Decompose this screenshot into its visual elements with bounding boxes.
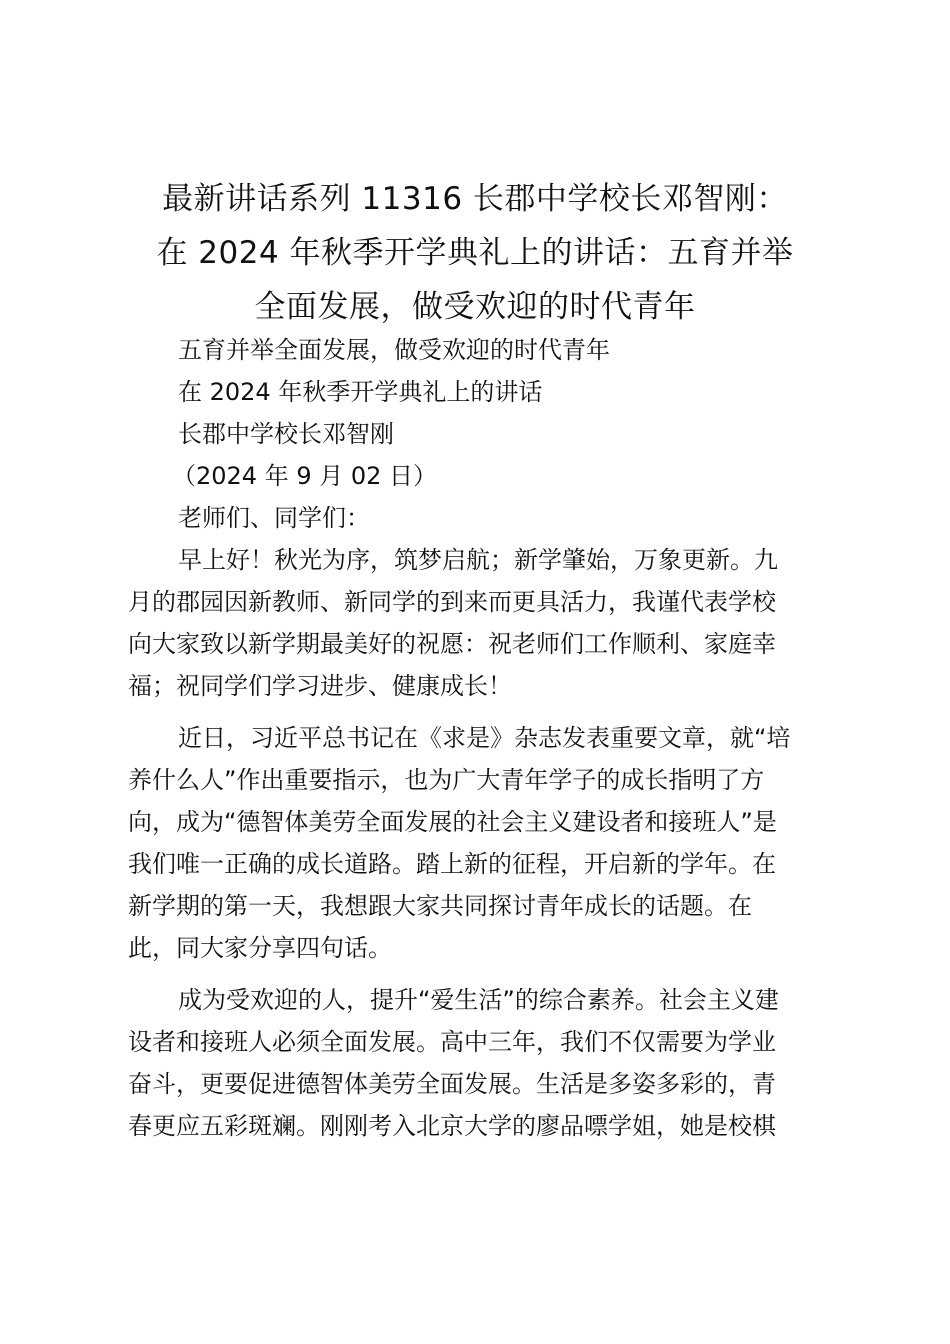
paragraph-line: 向，成为“德智体美劳全面发展的社会主义建设者和接班人”是	[128, 808, 777, 836]
paragraph-line: 新学期的第一天，我想跟大家共同探讨青年成长的话题。在	[128, 892, 752, 920]
speaker-name: 长郡中学校长邓智刚	[178, 420, 394, 448]
paragraph-line: 早上好！秋光为序，筑梦启航；新学肇始，万象更新。九	[178, 546, 778, 574]
speech-date: （2024 年 9 月 02 日）	[172, 462, 438, 490]
paragraph-line: 福；祝同学们学习进步、健康成长！	[128, 672, 512, 700]
paragraph-line: 设者和接班人必须全面发展。高中三年，我们不仅需要为学业	[128, 1028, 776, 1056]
paragraph-line: 我们唯一正确的成长道路。踏上新的征程，开启新的学年。在	[128, 850, 776, 878]
paragraph-line: 养什么人”作出重要指示，也为广大青年学子的成长指明了方	[128, 766, 765, 794]
speech-occasion: 在 2024 年秋季开学典礼上的讲话	[178, 378, 543, 406]
speech-subtitle: 五育并举全面发展，做受欢迎的时代青年	[178, 336, 610, 364]
title-line: 全面发展，做受欢迎的时代青年	[254, 289, 696, 325]
paragraph	[128, 979, 828, 1147]
paragraph-line: 月的郡园因新教师、新同学的到来而更具活力，我谨代表学校	[128, 588, 776, 616]
paragraph-line: 此，同大家分享四句话。	[128, 934, 392, 962]
salutation: 老师们、同学们：	[178, 504, 370, 532]
paragraph	[128, 539, 828, 707]
paragraph-line: 奋斗，更要促进德智体美劳全面发展。生活是多姿多彩的，青	[128, 1070, 776, 1098]
title-line: 最新讲话系列 11316 长郡中学校长邓智刚：	[162, 181, 788, 217]
title-line: 在 2024 年秋季开学典礼上的讲话：五育并举	[156, 235, 794, 271]
paragraph-line: 成为受欢迎的人，提升“爱生活”的综合素养。社会主义建	[178, 986, 779, 1014]
document-title	[110, 172, 840, 334]
paragraph	[128, 717, 828, 969]
paragraph-line: 近日，习近平总书记在《求是》杂志发表重要文章，就“培	[178, 724, 791, 752]
paragraph-line: 春更应五彩斑斓。刚刚考入北京大学的廖品嘌学姐，她是校棋	[128, 1112, 776, 1140]
paragraph-line: 向大家致以新学期最美好的祝愿：祝老师们工作顺利、家庭幸	[128, 630, 776, 658]
document-body	[128, 329, 828, 1147]
